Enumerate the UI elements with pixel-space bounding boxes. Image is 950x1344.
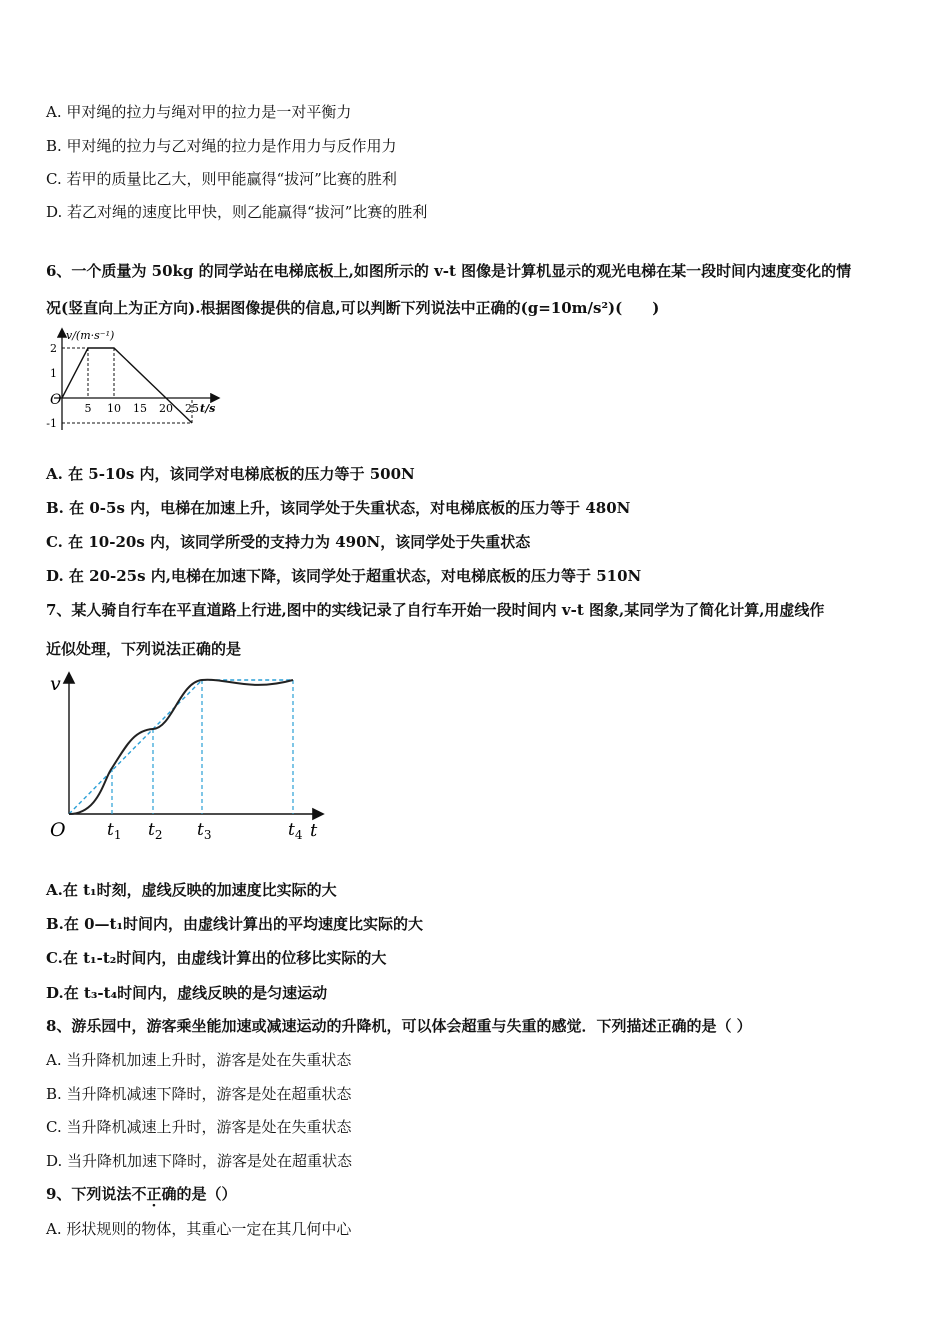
q8-option-d: D. 当升降机加速下降时，游客是处在超重状态 (46, 1152, 353, 1170)
x-tick-label: 5 (84, 402, 92, 415)
x-tick-label: 10 (107, 402, 121, 415)
q8-option-a: A. 当升降机加速上升时，游客是处在失重状态 (46, 1051, 352, 1069)
y-axis-label: v (50, 673, 61, 695)
solid-actual-curve (69, 680, 293, 814)
q9-stem-emphasis: 不正确 (131, 1185, 177, 1203)
q6-option-a: A. 在 5-10s 内，该同学对电梯底板的压力等于 500N (46, 465, 415, 483)
q6-option-b: B. 在 0-5s 内，电梯在加速上升，该同学处于失重状态，对电梯底板的压力等于 480N (46, 499, 631, 517)
q9-option-a: A. 形状规则的物体，其重心一定在其几何中心 (46, 1220, 352, 1238)
q6-option-d: D. 在 20-25s 内,电梯在加速下降，该同学处于超重状态，对电梯底板的压力等于 510N (46, 567, 642, 585)
q6-stem-line1: 6、一个质量为 50kg 的同学站在电梯底板上,如图所示的 v-t 图像是计算机显示的观光电梯在某一段时间内速度变化的情 (46, 262, 852, 280)
q7-option-a: A.在 t₁时刻，虚线反映的加速度比实际的大 (46, 881, 337, 899)
q5-option-a: A. 甲对绳的拉力与绳对甲的拉力是一对平衡力 (46, 103, 352, 121)
x-tick-label: $t_2$ (148, 820, 163, 842)
q5-option-b: B. 甲对绳的拉力与乙对绳的拉力是作用力与反作用力 (46, 137, 397, 155)
x-tick-label: $t_4$ (288, 820, 303, 842)
q6-option-c: C. 在 10-20s 内，该同学所受的支持力为 490N，该同学处于失重状态 (46, 533, 531, 551)
q5-option-d: D. 若乙对绳的速度比甲快，则乙能赢得“拔河”比赛的胜利 (46, 203, 428, 221)
y-tick-label: -1 (46, 417, 57, 430)
q7-option-b: B.在 0—t₁时间内，由虚线计算出的平均速度比实际的大 (46, 915, 424, 933)
q7-option-d: D.在 t₃-t₄时间内，虚线反映的是匀速运动 (46, 984, 328, 1002)
q7-stem-line1: 7、某人骑自行车在平直道路上行进,图中的实线记录了自行车开始一段时间内 v-t 图象,某同学为了简化计算,用虚线作 (46, 601, 825, 619)
q9-stem-prefix: 9、下列说法 (46, 1185, 132, 1203)
x-tick-label: $t_1$ (107, 820, 122, 842)
y-axis-label: v/(m·s⁻¹) (66, 329, 115, 342)
y-tick-label: 1 (50, 367, 57, 380)
origin-label: O (50, 819, 66, 841)
y-tick-label: 2 (50, 342, 57, 355)
q9-stem-suffix: 的是（） (176, 1185, 237, 1203)
q7-stem-line2: 近似处理，下列说法正确的是 (46, 640, 242, 658)
q6-stem-line2: 况(竖直向上为正方向).根据图像提供的信息,可以判断下列说法中正确的(g=10m/s²)( ) (46, 299, 660, 317)
x-tick-label: 25 (185, 402, 199, 415)
q9-stem (46, 1184, 236, 1204)
q8-stem: 8、游乐园中，游客乘坐能加速或减速运动的升降机，可以体会超重与失重的感觉．下列描述正确的是（ ） (46, 1017, 752, 1035)
q8-option-c: C. 当升降机减速上升时，游客是处在失重状态 (46, 1118, 352, 1136)
dashed-approx-line (69, 680, 293, 814)
q7-option-c: C.在 t₁-t₂时间内，由虚线计算出的位移比实际的大 (46, 949, 387, 967)
x-tick-label: $t_3$ (197, 820, 212, 842)
x-axis-label: t/s (200, 402, 216, 415)
x-axis-label: t (310, 820, 318, 841)
x-tick-label: 20 (159, 402, 173, 415)
origin-label: O (50, 392, 62, 408)
q6-vt-graph (40, 324, 230, 434)
q8-option-b: B. 当升降机减速下降时，游客是处在超重状态 (46, 1085, 352, 1103)
q5-option-c: C. 若甲的质量比乙大，则甲能赢得“拔河”比赛的胜利 (46, 170, 397, 188)
q7-vt-graph (44, 668, 334, 848)
x-tick-label: 15 (133, 402, 147, 415)
